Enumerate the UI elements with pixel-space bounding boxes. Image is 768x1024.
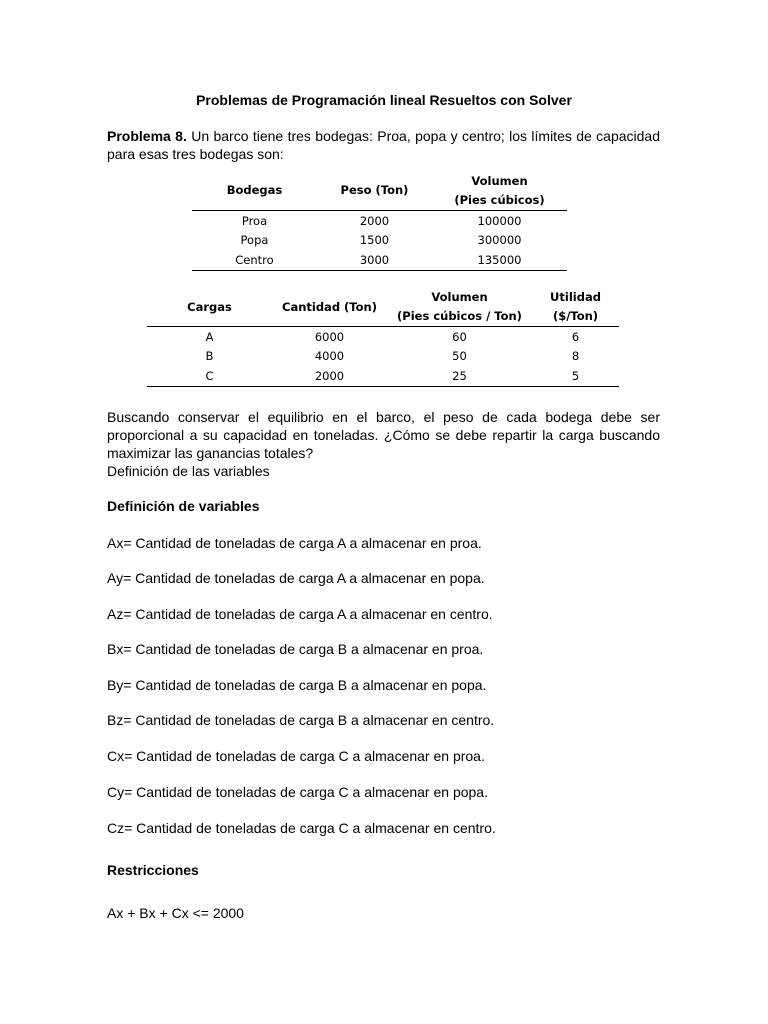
carga-volumen: 50 — [452, 349, 467, 364]
table-row — [147, 347, 619, 367]
variables-heading: Definición de variables — [107, 498, 260, 514]
bodegas-header-peso: Peso (Ton) — [340, 183, 409, 197]
carga-name: C — [205, 368, 214, 383]
carga-utilidad: 6 — [571, 329, 580, 344]
bodegas-header-row — [192, 171, 567, 211]
bodega-volumen: 135000 — [477, 252, 522, 267]
cargas-header-cargas: Cargas — [187, 299, 232, 314]
variable-definition: Az= Cantidad de toneladas de carga A a almacenar en centro. — [107, 606, 493, 622]
variable-definition: Bx= Cantidad de toneladas de carga B a almacenar en proa. — [107, 641, 484, 657]
variable-definition: Cz= Cantidad de toneladas de carga C a almacenar en centro. — [107, 820, 496, 836]
table-row — [192, 231, 567, 251]
paragraph-text: Buscando conservar el equilibrio en el barco, el peso de cada bodega debe ser proporcional a su capacidad en toneladas. ¿Cómo se debe repartir la carga buscando maximizar las ganancias totales? — [107, 409, 660, 461]
carga-cantidad: 2000 — [314, 368, 345, 383]
problem-label: Problema 8. — [107, 128, 187, 144]
carga-name: A — [205, 329, 214, 344]
bodegas-header-volumen: Volumen (Pies cúbicos) — [454, 173, 545, 207]
bodega-name: Proa — [241, 213, 268, 228]
variable-definition: By= Cantidad de toneladas de carga B a almacenar en popa. — [107, 677, 487, 693]
table-row — [192, 211, 567, 231]
problem-paragraph — [107, 408, 660, 480]
bodega-peso: 3000 — [359, 252, 390, 267]
carga-volumen: 60 — [452, 329, 467, 344]
bodega-volumen: 100000 — [477, 213, 522, 228]
carga-cantidad: 4000 — [314, 349, 345, 364]
cargas-header-row — [147, 288, 619, 327]
cargas-table — [147, 288, 619, 387]
variable-definition: Cy= Cantidad de toneladas de carga C a almacenar en popa. — [107, 784, 488, 800]
problem-intro — [107, 127, 660, 163]
problem-text: Un barco tiene tres bodegas: Proa, popa y centro; los límites de capacidad para esas tres bodegas son: — [107, 128, 660, 162]
variable-definition: Ax= Cantidad de toneladas de carga A a almacenar en proa. — [107, 535, 482, 551]
restricciones-heading: Restricciones — [107, 862, 199, 878]
bodegas-header-bodegas: Bodegas — [226, 183, 283, 197]
cargas-header-utilidad: Utilidad ($/Ton) — [550, 290, 601, 323]
table-row — [147, 366, 619, 386]
carga-name: B — [205, 349, 214, 364]
paragraph-subline: Definición de las variables — [107, 463, 270, 479]
variable-definition: Ay= Cantidad de toneladas de carga A a almacenar en popa. — [107, 570, 485, 586]
table-row — [147, 327, 619, 347]
carga-cantidad: 6000 — [314, 329, 345, 344]
cargas-header-cantidad: Cantidad (Ton) — [282, 299, 377, 314]
page-title: Problemas de Programación lineal Resueltos con Solver — [196, 92, 572, 108]
bodega-volumen: 300000 — [477, 233, 522, 248]
bodega-peso: 1500 — [359, 233, 390, 248]
cargas-header-volumen: Volumen (Pies cúbicos / Ton) — [397, 290, 522, 323]
variable-definition: Bz= Cantidad de toneladas de carga B a almacenar en centro. — [107, 712, 495, 728]
bodegas-table — [192, 171, 567, 271]
bodega-name: Popa — [240, 233, 269, 248]
carga-utilidad: 8 — [571, 349, 580, 364]
bodega-peso: 2000 — [359, 213, 390, 228]
constraint-line: Ax + Bx + Cx <= 2000 — [107, 905, 244, 921]
variable-definition: Cx= Cantidad de toneladas de carga C a almacenar en proa. — [107, 748, 485, 764]
carga-utilidad: 5 — [571, 368, 580, 383]
table-row — [192, 250, 567, 270]
carga-volumen: 25 — [452, 368, 467, 383]
bodega-name: Centro — [235, 252, 274, 267]
